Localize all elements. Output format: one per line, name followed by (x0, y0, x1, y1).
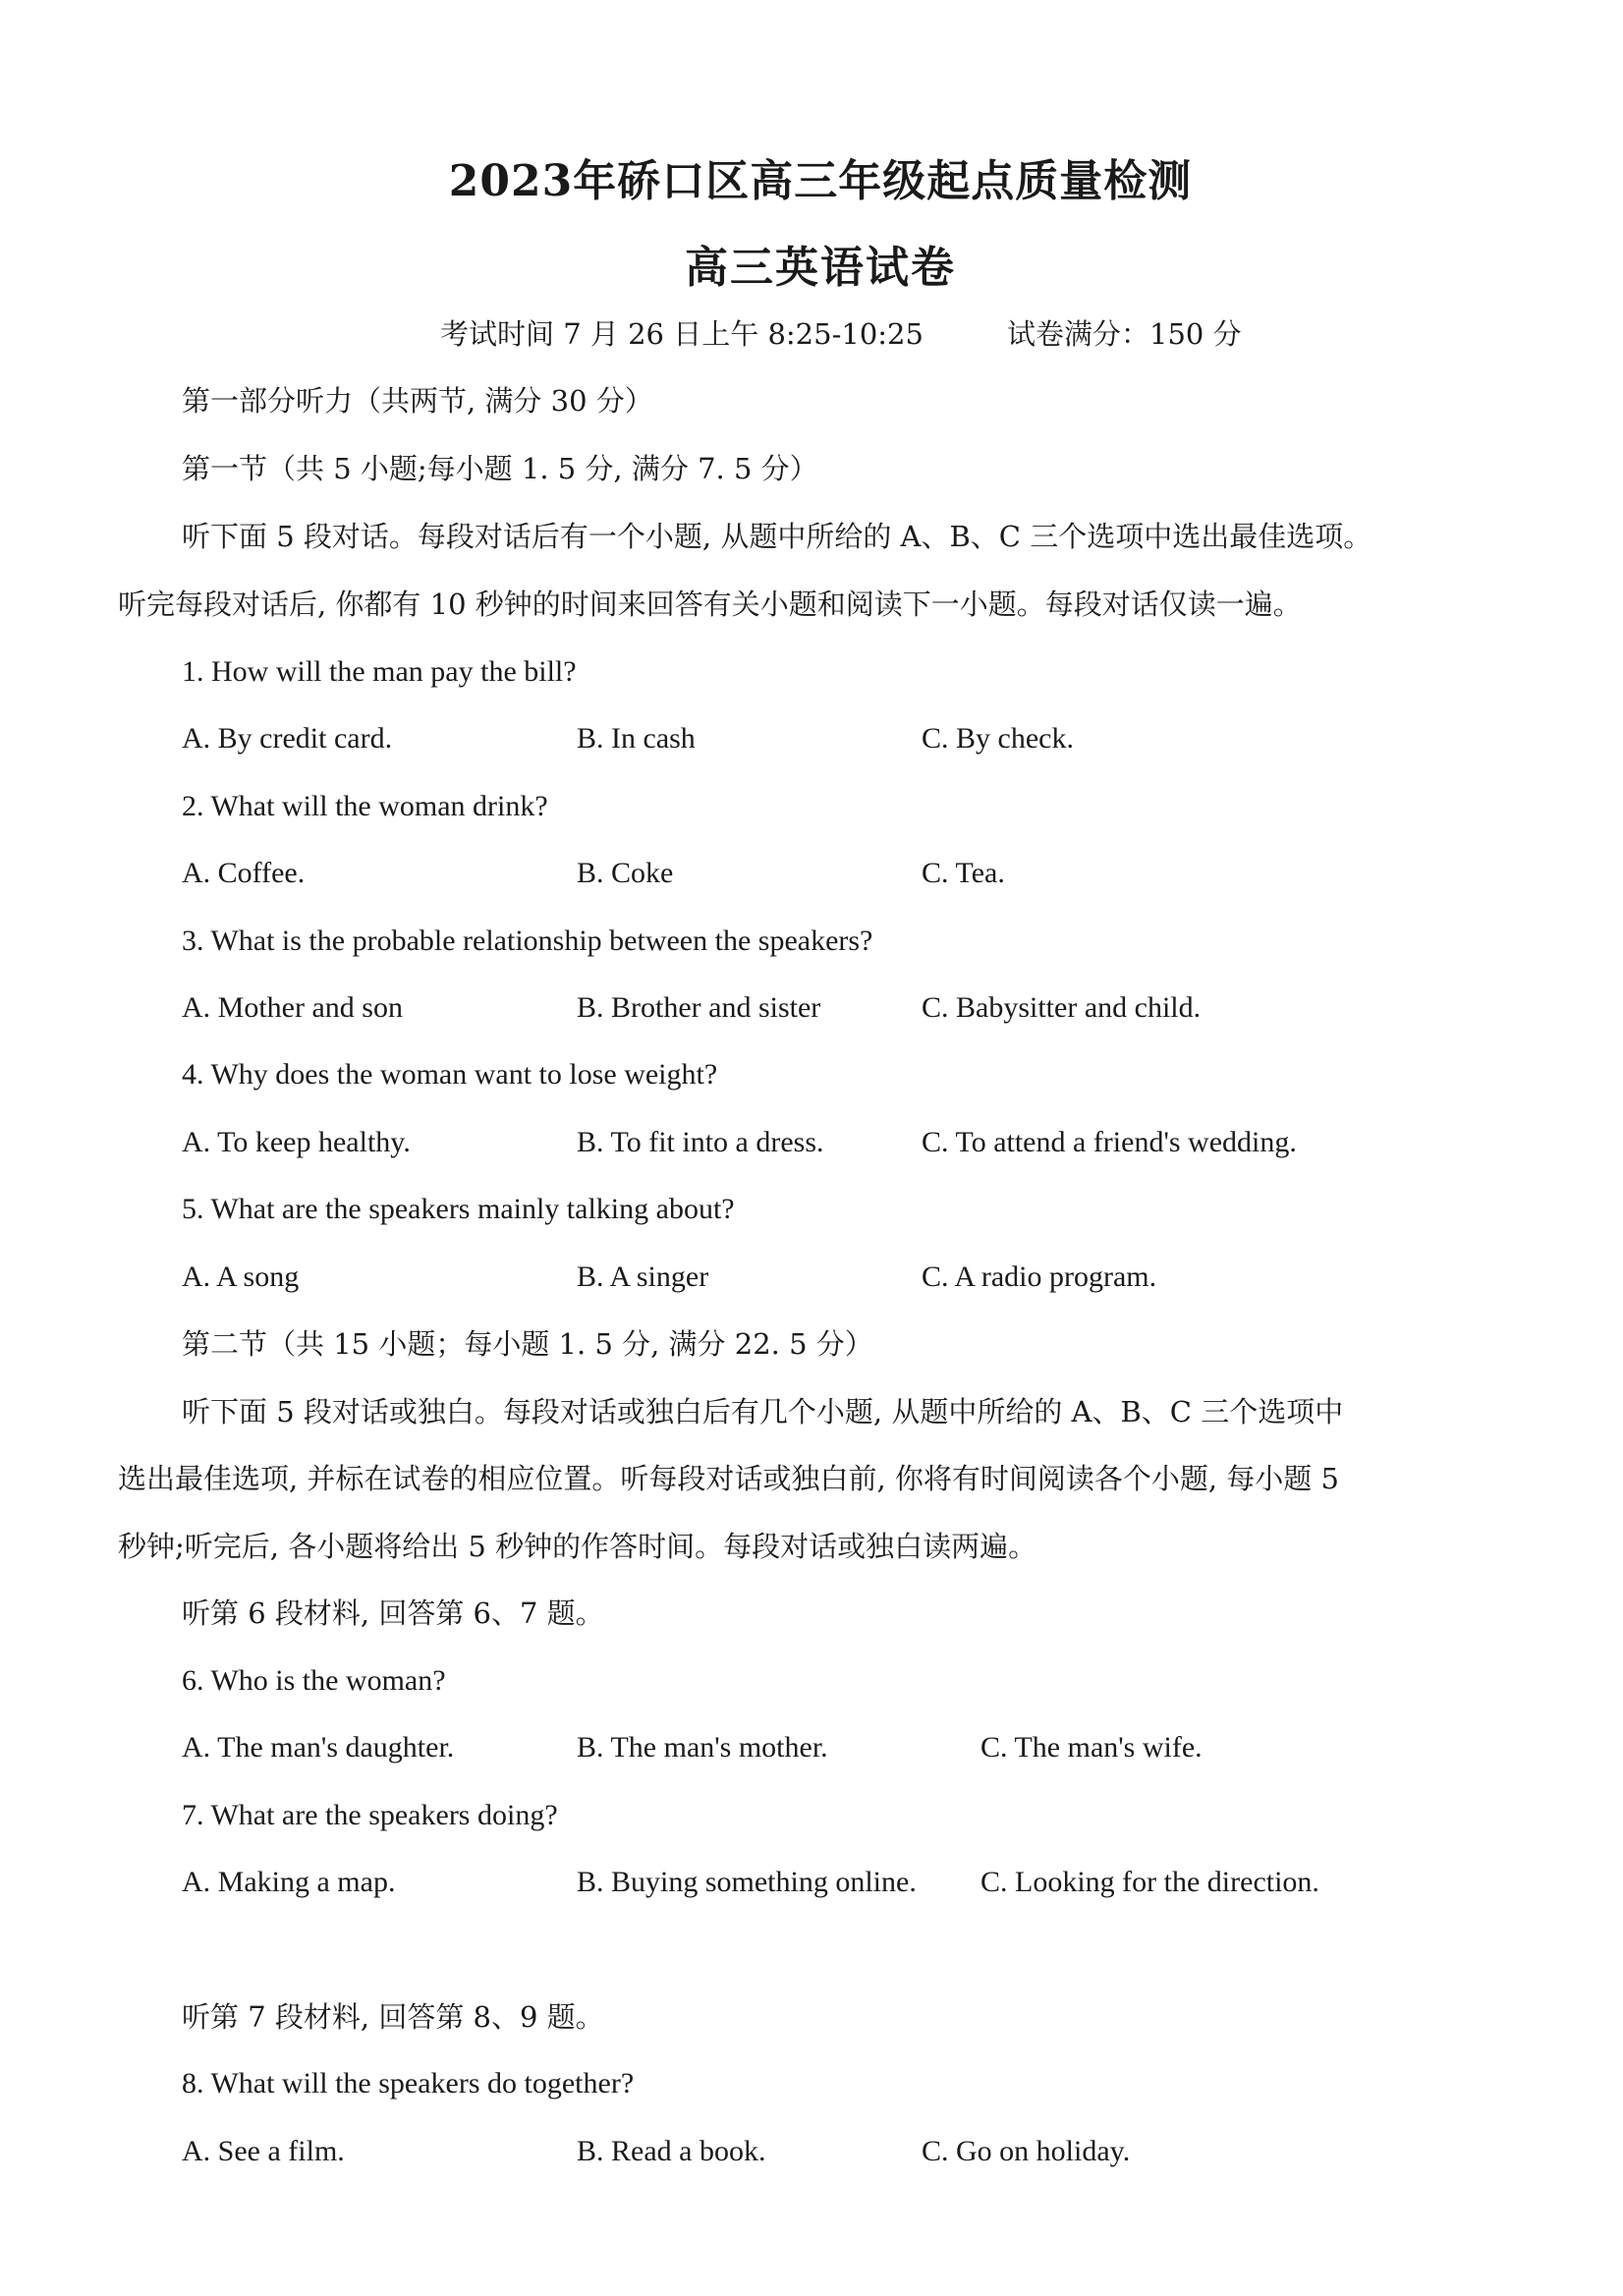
q7-option-b: B. Buying something online. (577, 1866, 917, 1898)
q1-option-a: A. By credit card. (182, 722, 393, 755)
question-3: 3. What is the probable relationship between the speakers? (182, 924, 873, 957)
q6-option-c: C. The man's wife. (980, 1731, 1203, 1764)
part1-heading: 第一部分听力（共两节, 满分 30 分） (182, 384, 653, 418)
q3-option-c: C. Babysitter and child. (922, 991, 1202, 1024)
section1-instruction-line2: 听完每段对话后, 你都有 10 秒钟的时间来回答有关小题和阅读下一小题。每段对话仅读一遍。 (118, 588, 1302, 621)
question-2: 2. What will the woman drink? (182, 790, 548, 822)
q8-option-b: B. Read a book. (577, 2135, 766, 2167)
material-6-heading: 听第 6 段材料, 回答第 6、7 题。 (182, 1596, 604, 1630)
q8-option-c: C. Go on holiday. (922, 2135, 1131, 2167)
q5-option-b: B. A singer (577, 1260, 709, 1293)
q3-option-a: A. Mother and son (182, 991, 403, 1024)
question-7: 7. What are the speakers doing? (182, 1799, 558, 1831)
page-subtitle: 高三英语试卷 (685, 243, 956, 293)
section2-instruction-line2: 选出最佳选项, 并标在试卷的相应位置。听每段对话或独白前, 你将有时间阅读各个小题, 每小题 5 (118, 1462, 1339, 1495)
section2-instruction-line3: 秒钟;听完后, 各小题将给出 5 秒钟的作答时间。每段对话或独白读两遍。 (118, 1530, 1037, 1563)
q3-option-b: B. Brother and sister (577, 991, 821, 1024)
question-4: 4. Why does the woman want to lose weight? (182, 1058, 718, 1091)
page-title: 2023年硚口区高三年级起点质量检测 (448, 156, 1193, 206)
question-6: 6. Who is the woman? (182, 1664, 446, 1697)
material-7-heading: 听第 7 段材料, 回答第 8、9 题。 (182, 2000, 604, 2034)
q4-option-c: C. To attend a friend's wedding. (922, 1126, 1297, 1158)
q7-option-a: A. Making a map. (182, 1866, 396, 1898)
q4-option-a: A. To keep healthy. (182, 1126, 411, 1158)
section1-instruction-line1: 听下面 5 段对话。每段对话后有一个小题, 从题中所给的 A、B、C 三个选项中选出最佳选项。 (182, 520, 1372, 553)
section2-instruction-line1: 听下面 5 段对话或独白。每段对话或独白后有几个小题, 从题中所给的 A、B、C 三个选项中 (182, 1395, 1344, 1428)
q7-option-c: C. Looking for the direction. (980, 1866, 1319, 1898)
q4-option-b: B. To fit into a dress. (577, 1126, 824, 1158)
section1-heading: 第一节（共 5 小题;每小题 1. 5 分, 满分 7. 5 分） (182, 452, 818, 485)
q8-option-a: A. See a film. (182, 2135, 345, 2167)
exam-time: 考试时间 7 月 26 日上午 8:25-10:25 (440, 317, 923, 351)
q2-option-c: C. Tea. (922, 857, 1005, 889)
question-1: 1. How will the man pay the bill? (182, 655, 577, 688)
q1-option-c: C. By check. (922, 722, 1074, 755)
q6-option-a: A. The man's daughter. (182, 1731, 455, 1764)
q2-option-a: A. Coffee. (182, 857, 306, 889)
q5-option-c: C. A radio program. (922, 1260, 1157, 1293)
q2-option-b: B. Coke (577, 857, 674, 889)
section2-heading: 第二节（共 15 小题；每小题 1. 5 分, 满分 22. 5 分） (182, 1327, 873, 1361)
question-5: 5. What are the speakers mainly talking about? (182, 1193, 735, 1225)
question-8: 8. What will the speakers do together? (182, 2067, 635, 2100)
q6-option-b: B. The man's mother. (577, 1731, 828, 1764)
q5-option-a: A. A song (182, 1260, 300, 1293)
q1-option-b: B. In cash (577, 722, 696, 755)
full-score: 试卷满分：150 分 (1007, 317, 1242, 351)
